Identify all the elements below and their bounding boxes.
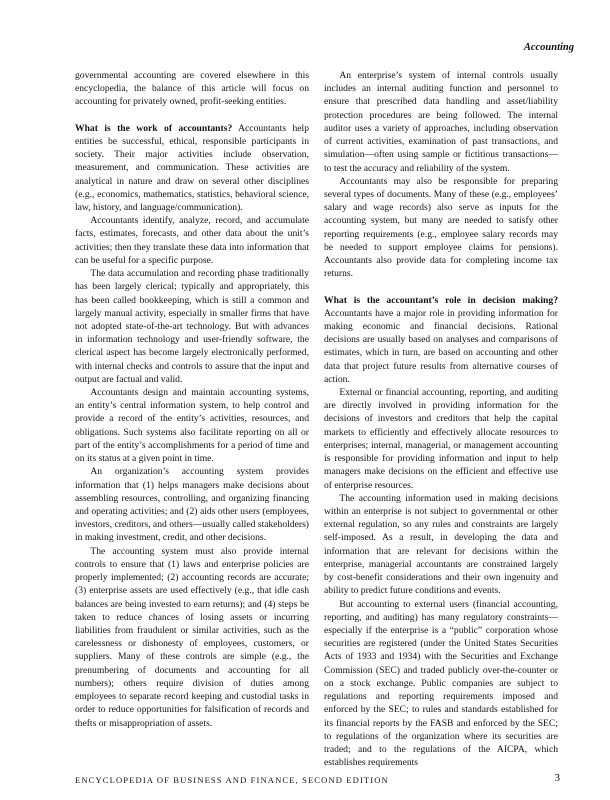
paragraph: Accountants have a major role in providing information for making economic and financial decisions. Rational decisions are usually based on analyses and comparisons of estimates, which in turn, are based on accounting and other data that project future results from alternative courses of action. [324,307,558,385]
paragraph: Accountants may also be responsible for preparing several types of documents. Many of these (e.g., employees’ salary and wage records) also serve as inputs for the accounting system, but many are needed to satisfy other reporting requirements (e.g., employee salary records may be needed to support employee claims for pensions). Accountants also provide data for completing income tax returns. [324,175,558,280]
paragraph: The accounting information used in making decisions within an enterprise is not subject to governmental or other external regulation, so any rules and constraints are largely self-imposed. As a result, in developing the data and information that are relevant for decisions within the enterprise, managerial accountants are constrained largely by cost-benefit considerations and their own ingenuity and ability to predict future conditions and events. [324,492,558,597]
section-what-is-the-work [75,122,309,215]
paragraph: An organization’s accounting system provides information that (1) helps managers make decisions about assembling resources, controlling, and organizing financing and operating activities; and (2) aids other users (employees, investors, creditors, and others—usually called stakeholders) in making investment, credit, and other decisions. [75,466,309,544]
paragraph: Accountants identify, analyze, record, and accumulate facts, estimates, forecasts, and other data about the unit’s activities; then they translate these data into information that can be useful for a specific purpose. [75,215,309,266]
right-column [324,69,558,769]
section-heading: What is the work of accountants? [75,122,233,134]
paragraph: But accounting to external users (financial accounting, reporting, and auditing) has many regulatory constraints—especially if the enterprise is a “public” corporation whose securities are registered (under the United States Securities Acts of 1933 and 1934) with the Securities and Exchange Commission (SEC) and traded publicly over-the-counter or on a stock exchange. Public companies are subject to regulations and reporting requirements imposed and enforced by the SEC; to rules and standards established for its financial reports by the FASB and enforced by the SEC; to regulations of the organization where its securities are traded; and to the regulations of the AICPA, which establishes requirements [324,598,558,769]
section-heading: What is the accountant’s role in decision making? [324,294,558,306]
paragraph: Accountants help entities be successful, ethical, responsible participants in society. Their major activities include observation, measurement, and communication. These activities are analytical in nature and draw on several other disciplines (e.g., economics, mathematics, statistics, behavioral science, law, history, and language/communication). [75,122,309,213]
paragraph: Accountants design and maintain accounting systems, an entity’s central information system, to help control and provide a record of the entity’s activities, resources, and obligations. Such systems also facilitate reporting on all or part of the entity’s accomplishments for a period of time and on its status at a given point in time. [75,387,309,465]
paragraph: The accounting system must also provide internal controls to ensure that (1) laws and enterprise policies are properly implemented; (2) accounting records are accurate; (3) enterprise assets are used effectively (e.g., that idle cash balances are being invested to earn returns); and (4) steps be taken to reduce chances of losing assets or incurring liabilities from fraudulent or similar activities, such as the carelessness or dishonesty of employees, customers, or suppliers. Many of these controls are simple (e.g., the prenumbering of documents and accounting for all numbers); others require division of duties among employees to separate record keeping and custodial tasks in order to reduce opportunities for falsification of records and thefts or misappropriation of assets. [75,545,309,729]
left-column [75,69,309,730]
page-number: 3 [554,772,560,784]
paragraph: The data accumulation and recording phase traditionally has been largely clerical; typically and appropriately, this has been called bookkeeping, which is still a common and largely manual activity, especially in smaller firms that have not adopted state-of-the-art technology. But with advances in information technology and user-friendly software, the clerical aspect has become largely electronically performed, with internal checks and controls to assure that the input and output are factual and valid. [75,268,309,385]
paragraph: governmental accounting are covered elsewhere in this encyclopedia, the balance of this article will focus on accounting for privately owned, profit-seeking entities. [75,70,309,108]
section-decision-making [324,294,558,387]
paragraph: External or financial accounting, reporting, and auditing are directly involved in providing information for the decisions of investors and creditors that help the capital markets to efficiently and effectively allocate resources to enterprises; internal, managerial, or management accounting is responsible for providing information and input to help managers make decisions on the efficient and effective use of enterprise resources. [324,387,558,491]
paragraph: An enterprise’s system of internal controls usually includes an internal auditing function and personnel to ensure that prescribed data handling and asset/liability protection procedures are being followed. The internal auditor uses a variety of approaches, including observation of current activities, examination of past transactions, and simulation—often using sample or fictitious transactions—to test the accuracy and reliability of the system. [324,70,558,174]
running-head: Accounting [523,42,574,53]
footer-book-title: ENCYCLOPEDIA OF BUSINESS AND FINANCE, SECOND EDITION [75,775,389,785]
